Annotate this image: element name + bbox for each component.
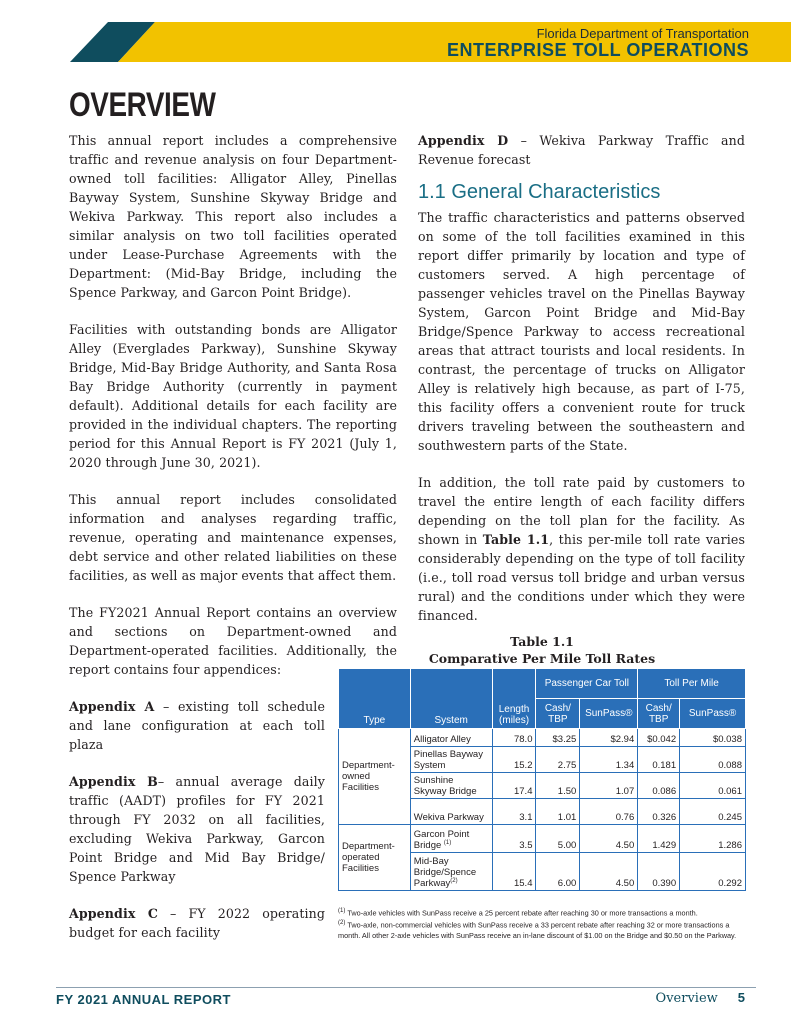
intro-paragraph: This annual report includes a comprehensive traffic and revenue analysis on four Department-owned toll facilities: Alligator Alley, Pinellas Bayway System, Sunshine Skyway Bridge and Wekiva Parkway. This report also includes a similar analysis on two toll facilities operated under Lease-Purchase Agreements with the Department: (Mid-Bay Bridge, including the Spence Parkway, and Garcon Point Bridge). xyxy=(69,133,397,300)
cash-per-mile-cell: 0.181 xyxy=(638,747,680,773)
appendix-c xyxy=(69,904,325,942)
length-cell: 3.1 xyxy=(492,799,536,825)
cash-per-mile-cell: $0.042 xyxy=(638,729,680,747)
contents-text: The FY2021 Annual Report contains an overview and sections on Department-owned and Department-operated facilities. Additionally, the report contains four appendices: xyxy=(69,605,397,677)
header-type: Type xyxy=(339,669,411,729)
header-passenger-toll: Passenger Car Toll xyxy=(536,669,638,699)
sunpass-per-mile-cell: 0.061 xyxy=(680,773,746,799)
system-cell: Alligator Alley xyxy=(410,729,492,747)
table-number: Table 1.1 xyxy=(510,634,574,649)
consolidated-paragraph: This annual report includes consolidated information and analyses regarding traffic, revenue, operating and maintenance expenses, debt service and other related liabilities on these facilities, as well as major events that affect them. xyxy=(69,492,397,583)
appendix-a xyxy=(69,697,325,754)
appendix-a-text: – existing toll schedule and lane configuration at each toll plaza xyxy=(69,699,325,752)
system-cell-name: Mid-Bay Bridge/Spence Parkway xyxy=(413,855,477,889)
length-cell: 17.4 xyxy=(492,773,536,799)
toll-rate-text-b: , this per-mile toll rate varies considerably depending on the type of toll facility (i.e., toll road versus toll bridge and urban versus rural) and the conditions under which they were financed. xyxy=(418,532,746,623)
sunpass-cell: 0.76 xyxy=(580,799,638,825)
footnote-2 xyxy=(338,918,746,940)
header-sunpass-per-mile: SunPass® xyxy=(680,699,746,729)
header-organization: Florida Department of Transportation xyxy=(536,26,749,41)
header-sunpass-toll: SunPass® xyxy=(580,699,638,729)
table-row xyxy=(339,825,746,853)
header-toll-per-mile: Toll Per Mile xyxy=(638,669,746,699)
sunpass-cell: 4.50 xyxy=(580,825,638,853)
footnote-1-text: Two-axle vehicles with SunPass receive a 25 percent rebate after reaching 30 or more transactions a month. xyxy=(345,908,698,918)
type-operated-cell: Department-operated Facilities xyxy=(339,825,411,891)
system-cell: Wekiva Parkway xyxy=(410,799,492,825)
appendix-d-text: – Wekiva Parkway Traffic and Revenue forecast xyxy=(418,133,745,167)
cash-cell: $3.25 xyxy=(536,729,580,747)
table-footnotes xyxy=(338,906,746,941)
header-length: Length (miles) xyxy=(492,669,536,729)
appendix-d-label: Appendix D xyxy=(418,133,509,148)
length-cell: 15.2 xyxy=(492,747,536,773)
system-cell xyxy=(410,853,492,891)
footer-right xyxy=(656,990,745,1006)
appendix-c-text: – FY 2022 operating budget for each facility xyxy=(69,906,325,940)
section-heading: 1.1 General Characteristics xyxy=(418,181,661,203)
cash-cell: 2.75 xyxy=(536,747,580,773)
system-cell-name: Garcon Point Bridge xyxy=(413,828,470,851)
footer-report-name: FY 2021 ANNUAL REPORT xyxy=(56,992,231,1007)
footnote-1-mark: (1) xyxy=(338,907,346,914)
footer-section: Overview xyxy=(655,991,718,1006)
footnote-1 xyxy=(338,906,746,918)
length-cell: 15.4 xyxy=(492,853,536,891)
table-row xyxy=(339,729,746,747)
cash-cell: 1.01 xyxy=(536,799,580,825)
cash-cell: 5.00 xyxy=(536,825,580,853)
footnote-ref-2: (2) xyxy=(450,877,458,884)
header-system: System xyxy=(410,669,492,729)
appendix-a-label: Appendix A xyxy=(69,699,155,714)
appendix-b xyxy=(69,772,325,886)
characteristics-paragraph: The traffic characteristics and patterns observed on some of the toll facilities examined in this report differ primarily by location and type of customers served. A high percentage of passenger vehicles travel on the Pinellas Bayway System, Garcon Point Bridge and Mid-Bay Bridge/Spence Parkway to access recreational areas that attract tourists and local residents. In contrast, the percentage of trucks on Alligator Alley is relatively high because, as part of I-75, this facility offers a convenient route for truck drivers traveling between the southeastern and southwestern parts of the State. xyxy=(418,210,745,453)
page-number: 5 xyxy=(737,990,745,1005)
cash-per-mile-cell: 1.429 xyxy=(638,825,680,853)
sunpass-per-mile-cell: 1.286 xyxy=(680,825,746,853)
sunpass-cell: 1.07 xyxy=(580,773,638,799)
header-cash-per-mile: Cash/ TBP xyxy=(638,699,680,729)
sunpass-cell: 4.50 xyxy=(580,853,638,891)
sunpass-per-mile-cell: 0.088 xyxy=(680,747,746,773)
system-cell xyxy=(410,825,492,853)
sunpass-cell: 1.34 xyxy=(580,747,638,773)
table-reference: Table 1.1 xyxy=(482,532,550,547)
footnote-ref-1: (1) xyxy=(443,839,452,846)
toll-rate-text-a: In addition, the toll rate paid by customers to travel the entire length of each facility differs depending on the toll plan for the facility. As shown in xyxy=(418,475,745,547)
length-cell: 78.0 xyxy=(492,729,536,747)
toll-rate-paragraph xyxy=(418,473,745,625)
appendix-b-label: Appendix B xyxy=(69,774,158,789)
header-department: ENTERPRISE TOLL OPERATIONS xyxy=(446,40,749,60)
cash-cell: 6.00 xyxy=(536,853,580,891)
cash-per-mile-cell: 0.390 xyxy=(638,853,680,891)
cash-cell: 1.50 xyxy=(536,773,580,799)
appendix-d xyxy=(418,131,745,169)
sunpass-per-mile-cell: 0.292 xyxy=(680,853,746,891)
sunpass-per-mile-cell: 0.245 xyxy=(680,799,746,825)
page-title: OVERVIEW xyxy=(69,86,216,124)
footer-divider xyxy=(56,987,756,988)
system-cell: Sunshine Skyway Bridge xyxy=(410,773,492,799)
bonds-paragraph: Facilities with outstanding bonds are Alligator Alley (Everglades Parkway), Sunshine Skyway Bridge, Mid-Bay Bridge Authority, and Santa Rosa Bay Bridge Authority (currently in payment default). Additional details for each facility are provided in the individual chapters. The reporting period for this Annual Report is FY 2021 (July 1, 2020 through June 30, 2021). xyxy=(69,322,397,470)
length-cell: 3.5 xyxy=(492,825,536,853)
type-owned-cell: Department-owned Facilities xyxy=(339,729,411,825)
cash-per-mile-cell: 0.086 xyxy=(638,773,680,799)
header-cash-toll: Cash/ TBP xyxy=(536,699,580,729)
right-column xyxy=(418,131,745,643)
toll-rates-table xyxy=(338,668,746,891)
table-caption xyxy=(338,633,746,667)
table-title: Comparative Per Mile Toll Rates xyxy=(428,651,656,666)
appendix-b-text: – annual average daily traffic (AADT) profiles for FY 2021 through FY 2032 on all facilities, excluding Wekiva Parkway, Garcon Point Bridge and Mid Bay Bridge/ Spence Parkway xyxy=(69,774,325,884)
sunpass-per-mile-cell: $0.038 xyxy=(680,729,746,747)
appendix-c-label: Appendix C xyxy=(69,906,158,921)
footnote-2-mark: (2) xyxy=(338,919,346,927)
sunpass-cell: $2.94 xyxy=(580,729,638,747)
footnote-2-text: Two-axle, non-commercial vehicles with SunPass receive a 33 percent rebate after reaching 32 or more transactions a month. All other 2-axle vehicles with SunPass receive an in-lane discount of $1.00 on the Bridge and $0.50 on the Parkway. xyxy=(338,920,737,940)
cash-per-mile-cell: 0.326 xyxy=(638,799,680,825)
system-cell: Pinellas Bayway System xyxy=(410,747,492,773)
